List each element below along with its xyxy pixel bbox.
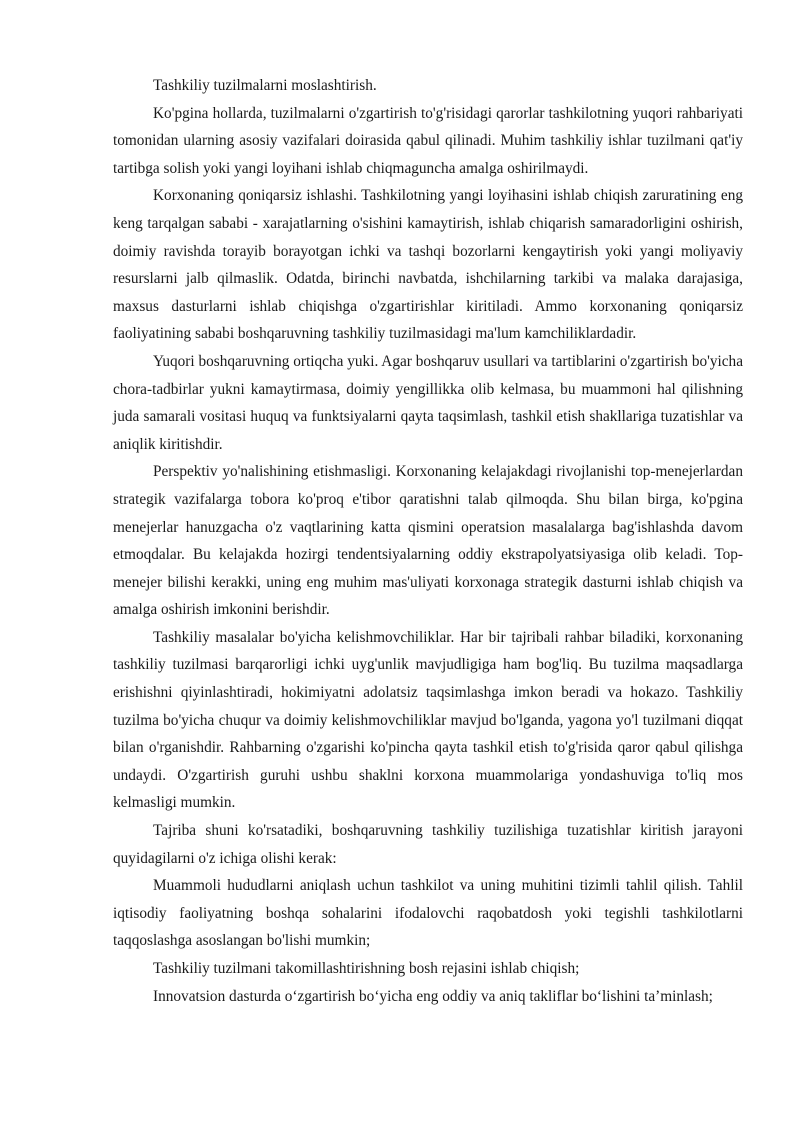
paragraph-innovation-item: Innovatsion dasturda o‘zgartirish bo‘yicha eng oddiy va aniq takliflar bo‘lishini ta’minlash; xyxy=(153,987,713,1005)
document-body xyxy=(113,72,743,1010)
paragraph-management-overload: Yuqori boshqaruvning ortiqcha yuki. Agar boshqaruv usullari va tartiblarini o'zgartirish bo'yicha chora-tadbirlar yukni kamaytirmasa, doimiy yengillikka olib kelmasa, bu muammoni hal qilishning juda samarali vositasi huquq va funktsiyalarni qayta taqsimlash, tashkil etish shakllariga tuzatishlar va aniqlik kiritishdir. xyxy=(113,352,743,453)
paragraph-organizational-disagreements: Tashkiliy masalalar bo'yicha kelishmovchiliklar. Har bir tajribali rahbar biladiki, korxonaning tashkiliy tuzilmasi barqarorligi ichki uyg'unlik mavjudligiga ham bog'liq. Bu tuzilma maqsadlarga erishishni qiyinlashtiradi, hokimiyatni adolatsiz taqsimlashga imkon beradi va hokazo. Tashkiliy tuzilma bo'yicha chuqur va doimiy kelishmovchiliklar mavjud bo'lganda, yagona yo'l tuzilmani diqqat bilan o'rganishdir. Rahbarning o'zgarishi ko'pincha qayta tashkil etish to'g'risida qaror qabul qilishga undaydi. O'zgartirish guruhi ushbu shaklni korxona muammolariga yondashuviga to'liq mos kelmasligi mumkin. xyxy=(113,628,743,812)
paragraph-experience-process: Tajriba shuni ko'rsatadiki, boshqaruvning tashkiliy tuzilishiga tuzatishlar kiritish jarayoni quyidagilarni o'z ichiga olishi kerak: xyxy=(113,822,743,867)
paragraph-heading-structure-adaptation: Tashkiliy tuzilmalarni moslashtirish. xyxy=(153,77,377,94)
paragraph-analysis-item: Muammoli hududlarni aniqlash uchun tashkilot va uning muhitini tizimli tahlil qilish. Tahlil iqtisodiy faoliyatning boshqa sohalarini ifodalovchi raqobatdosh yoki tegishli tashkilotlarni taqqoslashga asoslangan bo'lishi mumkin; xyxy=(113,877,743,950)
paragraph-unsatisfactory-performance: Korxonaning qoniqarsiz ishlashi. Tashkilotning yangi loyihasini ishlab chiqish zaruratining eng keng tarqalgan sababi - xarajatlarning o'sishini kamaytirish, ishlab chiqarish samaradorligini oshirish, doimiy ravishda torayib borayotgan ichki va tashqi bozorlarni kengaytirish yoki yangi moliyaviy resurslarni jalb qilmaslik. Odatda, birinchi navbatda, ishchilarning tarkibi va malaka darajasiga, maxsus dasturlarni ishlab chiqishga o'zgartirishlar kiritiladi. Ammo korxonaning qoniqarsiz faoliyatining sababi boshqaruvning tashkiliy tuzilmasidagi ma'lum kamchiliklardadir. xyxy=(113,187,743,343)
paragraph-master-plan-item: Tashkiliy tuzilmani takomillashtirishning bosh rejasini ishlab chiqish; xyxy=(153,960,580,977)
paragraph-structure-decisions: Ko'pgina hollarda, tuzilmalarni o'zgartirish to'g'risidagi qarorlar tashkilotning yuqori rahbariyati tomonidan ularning asosiy vazifalari doirasida qabul qilinadi. Muhim tashkiliy ishlar tuzilmani qat'iy tartibga solish yoki yangi loyihani ishlab chiqmaguncha amalga oshirilmaydi. xyxy=(113,104,743,177)
paragraph-lack-of-perspective: Perspektiv yo'nalishining etishmasligi. Korxonaning kelajakdagi rivojlanishi top-menejerlardan strategik vazifalarga tobora ko'proq e'tibor qaratishni talab qilmoqda. Shu bilan birga, ko'pgina menejerlar hanuzgacha o'z vaqtlarining katta qismini operatsion masalalarga bag'ishlashda davom etmoqdalar. Bu kelajakda hozirgi tendentsiyalarning oddiy ekstrapolyatsiyasiga olib keladi. Top-menejer bilishi kerakki, uning eng muhim mas'uliyati korxonaga strategik dasturni ishlab chiqish va amalga oshirish imkonini berishdir. xyxy=(113,463,743,619)
